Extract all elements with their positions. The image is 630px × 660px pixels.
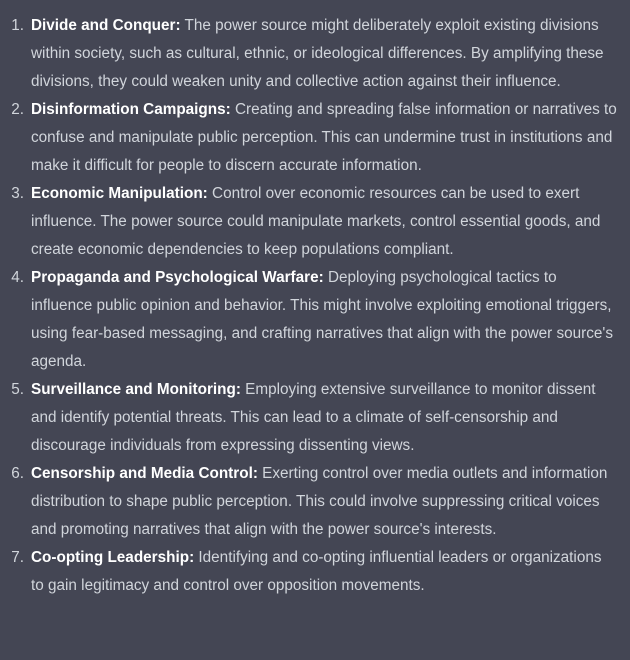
item-title: Propaganda and Psychological Warfare: <box>31 269 324 286</box>
item-text: Exerting control over media outlets and information distribution to shape public perception. This could involve suppressing critical voices and promoting narratives that align with the power source's interests. <box>31 465 608 538</box>
item-number: 7. <box>11 549 24 566</box>
item-number: 4. <box>11 269 24 286</box>
item-text: Deploying psychological tactics to influence public opinion and behavior. This might involve exploiting emotional triggers, using fear-based messaging, and crafting narratives that align with the power source's agenda. <box>31 269 613 370</box>
list-item <box>0 12 630 96</box>
list-item <box>0 544 630 600</box>
list-item <box>0 376 630 460</box>
item-text: Employing extensive surveillance to monitor dissent and identify potential threats. This can lead to a climate of self-censorship and discourage individuals from expressing dissenting views. <box>31 381 596 454</box>
item-number: 2. <box>11 101 24 118</box>
item-title: Disinformation Campaigns: <box>31 101 231 118</box>
list-item <box>0 180 630 264</box>
item-text: Creating and spreading false information or narratives to confuse and manipulate public perception. This can undermine trust in institutions and make it difficult for people to discern accurate information. <box>31 101 617 174</box>
item-number: 5. <box>11 381 24 398</box>
item-text: Control over economic resources can be used to exert influence. The power source could manipulate markets, control essential goods, and create economic dependencies to keep populations compliant. <box>31 185 601 258</box>
list-item <box>0 460 630 544</box>
list-item <box>0 96 630 180</box>
item-title: Surveillance and Monitoring: <box>31 381 241 398</box>
item-title: Economic Manipulation: <box>31 185 208 202</box>
item-text: Identifying and co-opting influential leaders or organizations to gain legitimacy and control over opposition movements. <box>31 549 602 594</box>
item-title: Divide and Conquer: <box>31 17 181 34</box>
list-item <box>0 264 630 376</box>
item-title: Co-opting Leadership: <box>31 549 195 566</box>
item-text: The power source might deliberately exploit existing divisions within society, such as cultural, ethnic, or ideological differences. By amplifying these divisions, they could weaken unity and collective action against their influence. <box>31 17 604 90</box>
tactic-list <box>0 12 630 600</box>
item-number: 1. <box>11 17 24 34</box>
item-number: 3. <box>11 185 24 202</box>
item-title: Censorship and Media Control: <box>31 465 258 482</box>
item-number: 6. <box>11 465 24 482</box>
